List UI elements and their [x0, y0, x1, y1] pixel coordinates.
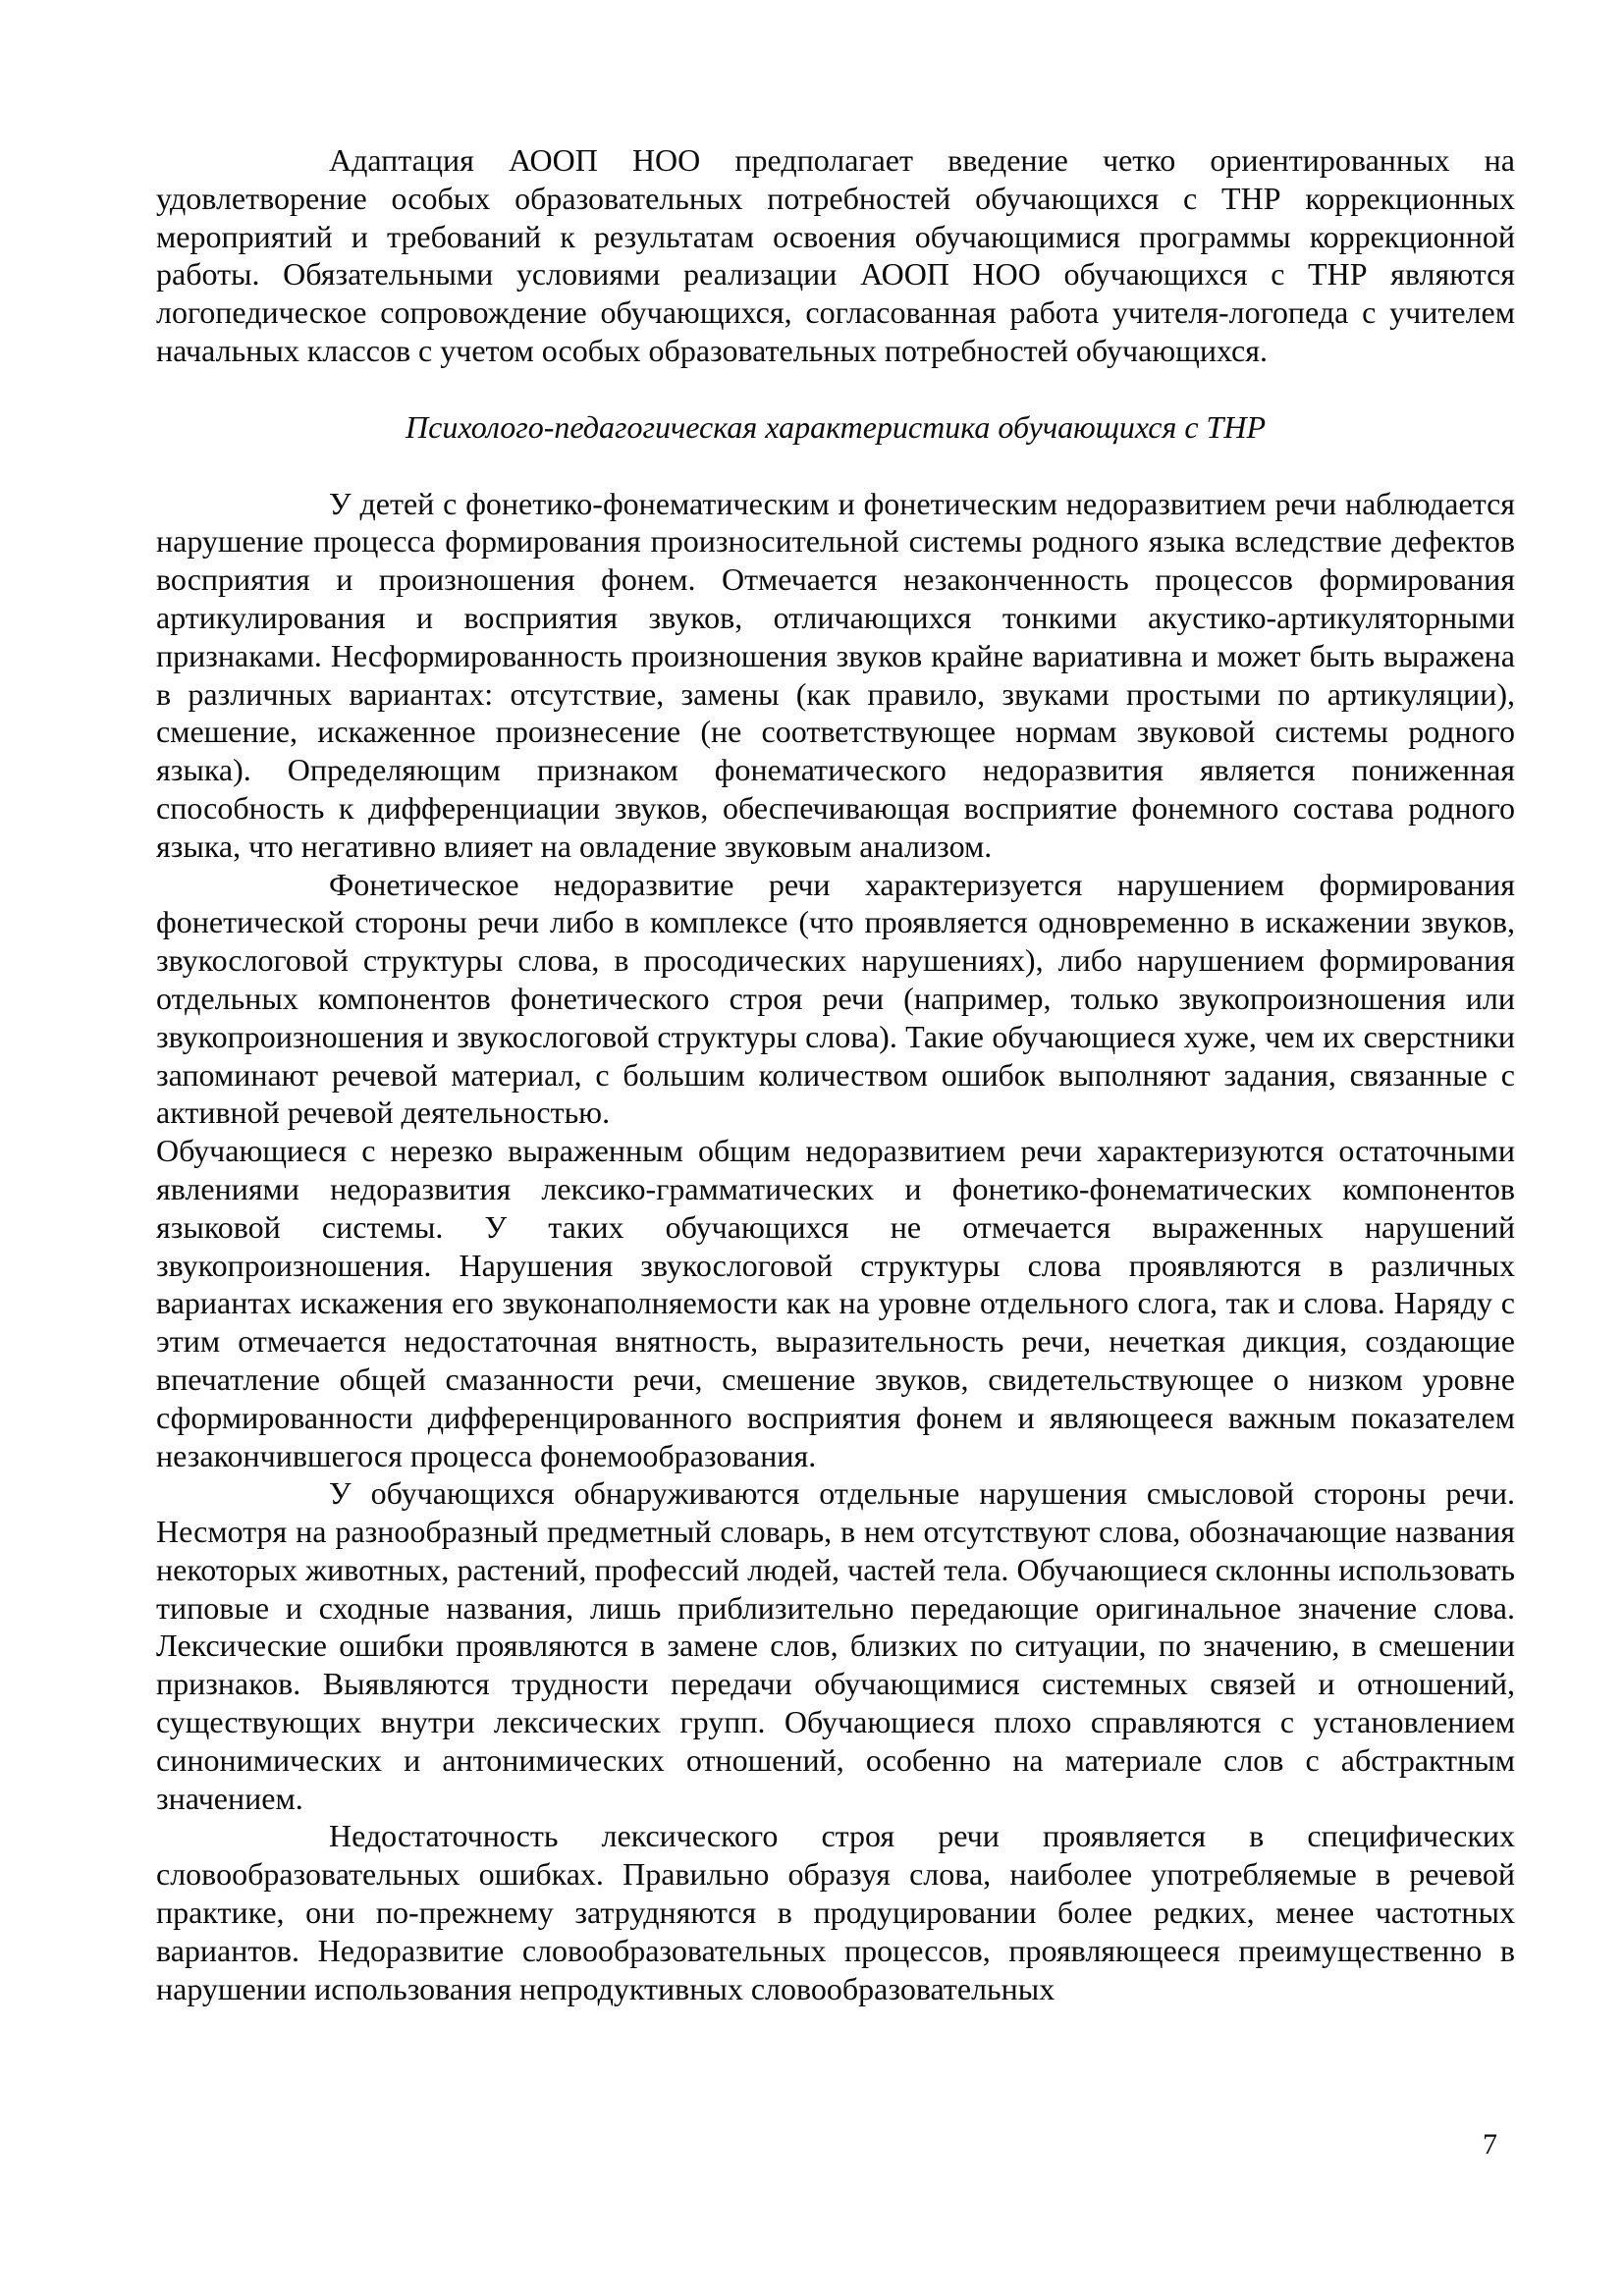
para-aoop-adaptation: Адаптация АООП НОО предполагает введение четко ориентированных на удовлетворение особых образовательных потребностей обучающихся с ТНР коррекционных мероприятий и требований к результатам освоения обучающимися программы коррекционной работы. Обязательными условиями реализации АООП НОО обучающихся с ТНР являются логопедическое сопровождение обучающихся, согласованная работа учителя-логопеда с учителем начальных классов с учетом особых образовательных потребностей обучающихся. [156, 142, 1515, 368]
para-semantic-speech-violations: У обучающихся обнаруживаются отдельные нарушения смысловой стороны речи. Несмотря на разнообразный предметный словарь, в нем отсутствуют слова, обозначающие названия некоторых животных, растений, профессий людей, частей тела. Обучающиеся склонны использовать типовые и сходные названия, лишь приблизительно передающие оригинальное значение слова. Лексические ошибки проявляются в замене слов, близких по ситуации, по значению, в смешении признаков. Выявляются трудности передачи обучающимися системных связей и отношений, существующих внутри лексических групп. Обучающиеся плохо справляются с установлением синонимических и антонимических отношений, особенно на материале слов с абстрактным значением. [156, 1475, 1515, 1816]
para-mild-general-speech-underdevelopment: Обучающиеся с нерезко выраженным общим недоразвитием речи характеризуются остаточными явлениями недоразвития лексико-грамматических и фонетико-фонематических компонентов языковой системы. У таких обучающихся не отмечается выраженных нарушений звукопроизношения. Нарушения звукослоговой структуры слова проявляются в различных вариантах искажения его звуконаполняемости как на уровне отдельного слога, так и слова. Наряду с этим отмечается недостаточная внятность, выразительность речи, нечеткая дикция, создающие впечатление общей смазанности речи, смешение звуков, свидетельствующее о низком уровне сформированности дифференцированного восприятия фонем и являющееся важным показателем незакончившегося процесса фонемообразования. [156, 1133, 1515, 1473]
para-lexical-structure-insufficiency: Недостаточность лексического строя речи проявляется в специфических словообразовательных ошибках. Правильно образуя слова, наиболее употребляемые в речевой практике, они по-прежнему затрудняются в продуцировании более редких, менее частотных вариантов. Недоразвитие словообразовательных процессов, проявляющееся преимущественно в нарушении использования непродуктивных словообразовательных [156, 1818, 1515, 2006]
page-number: 7 [1483, 2128, 1497, 2161]
para-phonetic-phonemic-underdevelopment: У детей с фонетико-фонематическим и фонетическим недоразвитием речи наблюдается нарушение процесса формирования произносительной системы родного языка вследствие дефектов восприятия и произношения фонем. Отмечается незаконченность процессов формирования артикулирования и восприятия звуков, отличающихся тонкими акустико-артикуляторными признаками. Несформированность произношения звуков крайне вариативна и может быть выражена в различных вариантах: отсутствие, замены (как правило, звуками простыми по артикуляции), смешение, искаженное произнесение (не соответствующее нормам звуковой системы родного языка). Определяющим признаком фонематического недоразвития является пониженная способность к дифференциации звуков, обеспечивающая восприятие фонемного состава родного языка, что негативно влияет на овладение звуковым анализом. [156, 485, 1515, 864]
section-heading-psycho-pedagogical-characteristic: Психолого-педагогическая характеристика обучающихся с ТНР [406, 408, 1266, 445]
document-body [156, 141, 1515, 2007]
para-phonetic-underdevelopment: Фонетическое недоразвитие речи характеризуется нарушением формирования фонетической стороны речи либо в комплексе (что проявляется одновременно в искажении звуков, звукослоговой структуры слова, в просодических нарушениях), либо нарушением формирования отдельных компонентов фонетического строя речи (например, только звукопроизношения или звукопроизношения и звукослоговой структуры слова). Такие обучающиеся хуже, чем их сверстники запоминают речевой материал, с большим количеством ошибок выполняют задания, связанные с активной речевой деятельностью. [156, 866, 1515, 1131]
